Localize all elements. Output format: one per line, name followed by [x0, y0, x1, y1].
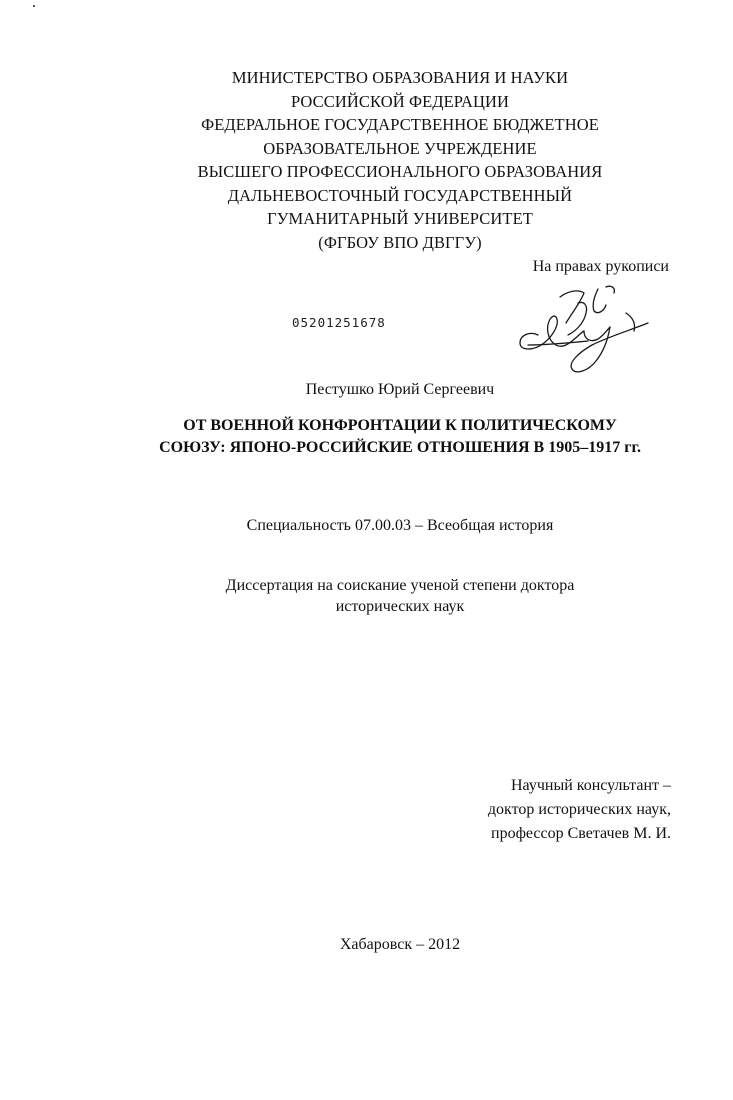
degree-line: Диссертация на соискание ученой степени доктора [225, 577, 575, 594]
header-line: МИНИСТЕРСТВО ОБРАЗОВАНИЯ И НАУКИ [231, 68, 569, 87]
header-line: ВЫСШЕГО ПРОФЕССИОНАЛЬНОГО ОБРАЗОВАНИЯ [197, 162, 603, 181]
consultant-line: Научный консультант – [511, 777, 671, 794]
header-line: РОССИЙСКОЙ ФЕДЕРАЦИИ [290, 91, 510, 111]
header-line: ОБРАЗОВАТЕЛЬНОЕ УЧРЕЖДЕНИЕ [263, 138, 537, 158]
document-code: 05201251678 [292, 315, 386, 330]
city-year: Хабаровск – 2012 [339, 936, 461, 953]
degree-line: исторических наук [335, 598, 465, 615]
institution-header [0, 66, 733, 254]
dissertation-title [0, 415, 733, 459]
scan-speck [33, 5, 35, 7]
degree-statement [0, 575, 733, 617]
manuscript-note: На правах рукописи [532, 258, 669, 275]
title-line: СОЮЗУ: ЯПОНО-РОССИЙСКИЕ ОТНОШЕНИЯ В 1905–1917 гг. [159, 439, 641, 456]
author-name: Пестушко Юрий Сергеевич [305, 381, 495, 398]
header-line: ДАЛЬНЕВОСТОЧНЫЙ ГОСУДАРСТВЕННЫЙ [227, 185, 573, 205]
signature-image [508, 283, 658, 378]
header-line: (ФГБОУ ВПО ДВГГУ) [318, 232, 482, 252]
header-line: ГУМАНИТАРНЫЙ УНИВЕРСИТЕТ [267, 209, 533, 228]
header-line: ФЕДЕРАЛЬНОЕ ГОСУДАРСТВЕННОЕ БЮДЖЕТНОЕ [201, 115, 599, 134]
specialty: Специальность 07.00.03 – Всеобщая история [246, 517, 554, 534]
title-line: ОТ ВОЕННОЙ КОНФРОНТАЦИИ К ПОЛИТИЧЕСКОМУ [183, 417, 617, 434]
scientific-consultant [488, 774, 671, 846]
consultant-line: доктор исторических наук, [487, 801, 671, 818]
consultant-line: профессор Светачев М. И. [491, 825, 671, 842]
